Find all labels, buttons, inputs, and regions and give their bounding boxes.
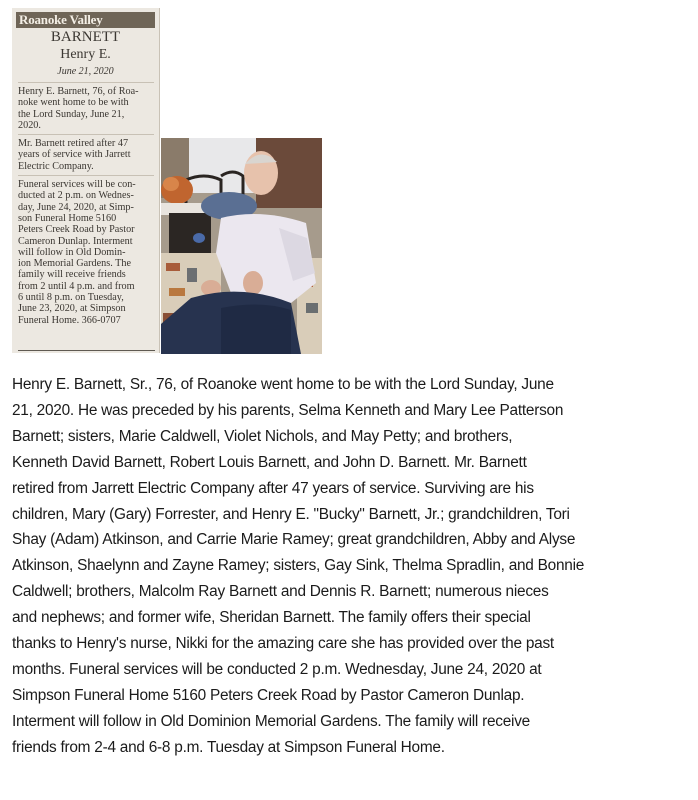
obituary-line: Caldwell; brothers, Malcolm Ray Barnett and Dennis R. Barnett; numerous nieces — [12, 583, 549, 601]
clipping-line: day, June 24, 2020, at Simp- — [18, 201, 134, 213]
clipping-line: Cameron Dunlap. Interment — [18, 235, 133, 247]
obituary-line: children, Mary (Gary) Forrester, and Henry E. "Bucky" Barnett, Jr.; grandchildren, Tori — [12, 505, 570, 523]
clipping-line: Mr. Barnett retired after 47 — [18, 138, 129, 150]
clipping-line: years of service with Jarrett — [18, 149, 131, 161]
clipping-line: Funeral Home. 366-0707 — [18, 314, 121, 326]
obituary-line: retired from Jarrett Electric Company after 47 years of service. Surviving are his — [12, 479, 534, 497]
surname-heading: BARNETT — [50, 29, 121, 45]
clipping-line: ion Memorial Gardens. The — [18, 258, 131, 270]
obituary-line: Henry E. Barnett, Sr., 76, of Roanoke went home to be with the Lord Sunday, June — [12, 376, 554, 393]
obituary-line: Shay (Adam) Atkinson, and Carrie Marie Ramey; great grandchildren, Abby and Alyse — [12, 531, 576, 549]
portrait-image — [161, 138, 322, 354]
clipping-line: family will receive friends — [18, 269, 126, 281]
divider — [18, 350, 155, 351]
clipping-line: Peters Creek Road by Pastor — [18, 224, 135, 236]
obituary-text — [12, 372, 692, 761]
portrait-photo — [161, 138, 322, 354]
clipping-line: from 2 until 4 p.m. and from — [18, 280, 135, 292]
clipping-paragraph — [18, 175, 154, 326]
obituary-line: 21, 2020. He was preceded by his parents, Selma Kenneth and Mary Lee Patterson — [12, 401, 564, 419]
obituary-line: Barnett; sisters, Marie Caldwell, Violet Nichols, and May Petty; and brothers, — [12, 427, 513, 445]
clipping-line: ducted at 2 p.m. on Wednes- — [18, 190, 134, 202]
clipping-line: 6 until 8 p.m. on Tuesday, — [18, 292, 124, 304]
masthead: Roanoke Valley — [16, 12, 155, 28]
obituary-line: Simpson Funeral Home 5160 Peters Creek Road by Pastor Cameron Dunlap. — [12, 686, 525, 704]
obituary-line: months. Funeral services will be conducted 2 p.m. Wednesday, June 24, 2020 at — [12, 660, 542, 678]
clipping-paragraph — [18, 134, 154, 172]
clipping-line: Electric Company. — [18, 160, 94, 172]
obituary-line: and nephews; and former wife, Sheridan Barnett. The family offers their special — [12, 609, 531, 627]
newspaper-clipping — [12, 8, 160, 353]
clipping-line: the Lord Sunday, June 21, — [18, 108, 125, 120]
obituary-line: Interment will follow in Old Dominion Memorial Gardens. The family will receive — [12, 712, 530, 730]
obituary-line: thanks to Henry's nurse, Nikki for the amazing care she has provided over the past — [12, 635, 554, 653]
clipping-paragraph — [18, 82, 154, 131]
clipping-line: June 23, 2020, at Simpson — [18, 303, 126, 315]
obituary-date: June 21, 2020 — [57, 66, 114, 77]
clipping-line: Henry E. Barnett, 76, of Roa- — [18, 86, 139, 97]
given-name-heading: Henry E. — [60, 47, 111, 62]
clipping-line: son Funeral Home 5160 — [18, 212, 117, 224]
clipping-line: will follow in Old Domin- — [18, 246, 126, 258]
obituary-line: Kenneth David Barnett, Robert Louis Barnett, and John D. Barnett. Mr. Barnett — [12, 453, 527, 471]
clipping-line: noke went home to be with — [18, 97, 129, 109]
clipping-line: Funeral services will be con- — [18, 179, 136, 191]
obituary-line: Atkinson, Shaelynn and Zayne Ramey; sisters, Gay Sink, Thelma Spradlin, and Bonnie — [12, 557, 585, 575]
clipping-line: 2020. — [18, 119, 41, 131]
obituary-line: friends from 2-4 and 6-8 p.m. Tuesday at Simpson Funeral Home. — [12, 738, 445, 756]
